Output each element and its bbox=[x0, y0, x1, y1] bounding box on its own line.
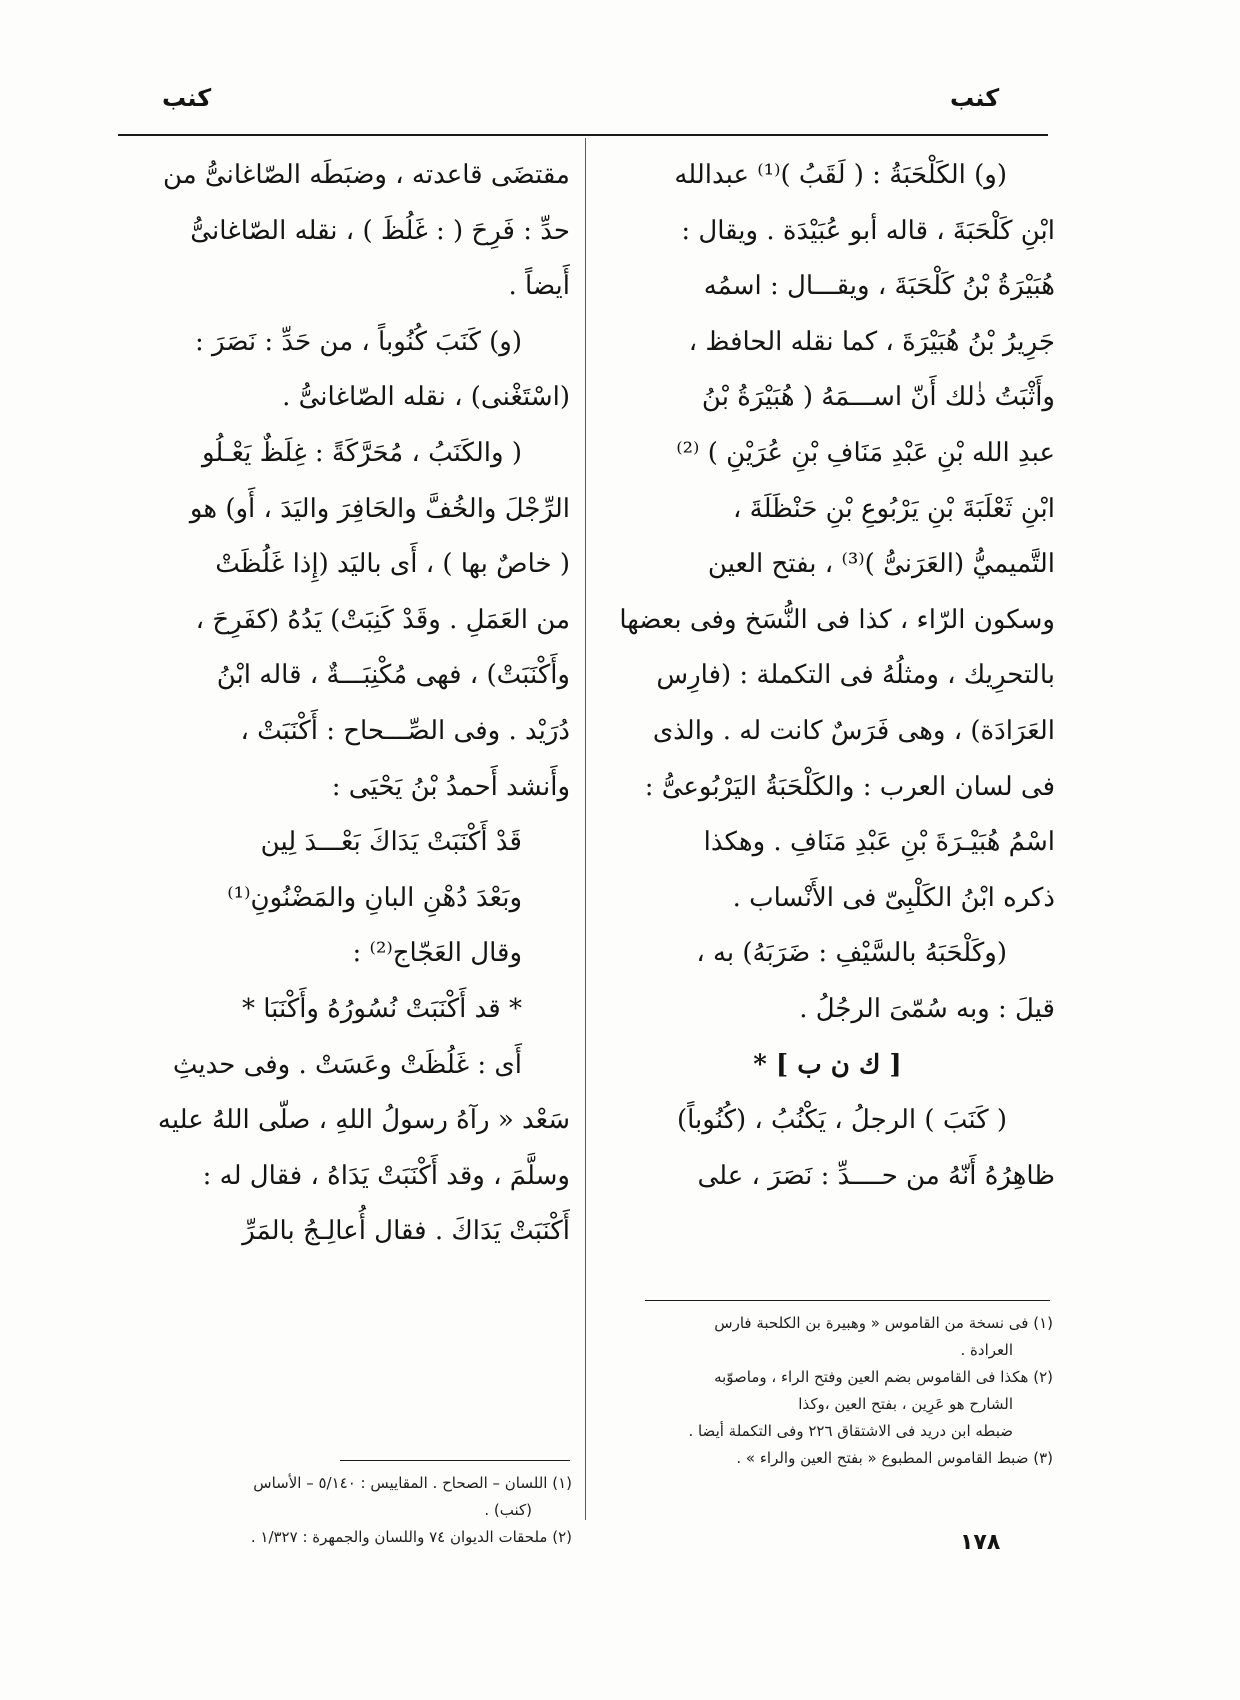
right-column bbox=[600, 148, 1055, 1204]
text-line: التَّميميُّ (العَرَنىُّ )⁽³⁾ ، بفتح العين bbox=[707, 549, 1055, 580]
text-line: وسكون الرّاء ، كذا فى النُّسَخ وفى بعضها bbox=[619, 604, 1055, 635]
header-rule bbox=[118, 134, 1048, 136]
footnote-line: الشارح هو عَرِين ، بفتح العين ،وكذا bbox=[798, 1395, 1013, 1413]
text-line: ذكره ابْنُ الكَلْبِىّ فى الأَنْساب . bbox=[732, 882, 1055, 913]
text-line: وأَكْنَبَتْ) ، فهى مُكْنِبَـــةٌ ، قاله ابْنُ bbox=[216, 660, 570, 691]
text-line: من العَمَلِ . وقَدْ كَنِبَتْ) يَدُهُ (كفَرِحَ ، bbox=[195, 604, 570, 635]
page-header-headword-right: كنب bbox=[950, 84, 1000, 112]
text-line: ( خاصٌ بها ) ، أَى باليَد (إِذا غَلُظَتْ bbox=[215, 549, 570, 580]
text-line: (و) كَنَبَ كُنُوباً ، من حَدِّ : نَصَرَ : bbox=[194, 326, 522, 357]
verse-line: * قد أَكْنَبَتْ نُسُورُهُ وأَكْنَبَا * bbox=[241, 993, 522, 1024]
text-line: هُبَيْرَةُ بْنُ كَلْحَبَةَ ، ويقـــال : اسمُه bbox=[703, 271, 1055, 302]
text-line: عبدِ الله بْنِ عَبْدِ مَنَافِ بْنِ عُرَيْنِ ) ⁽²⁾ bbox=[676, 437, 1055, 468]
text-line: اسْمُ هُبَيْـرَةَ بْنِ عَبْدِ مَنَافِ . وهكذا bbox=[703, 827, 1055, 858]
text-line: أَكْنَبَتْ يَدَاكَ . فقال أُعالِـجُ بالمَرِّ bbox=[242, 1216, 570, 1247]
page-number: ١٧٨ bbox=[960, 1530, 1001, 1555]
text-line: أَى : غَلُظَتْ وعَسَتْ . وفى حديثِ bbox=[172, 1049, 522, 1080]
text-line: ( والكَنَبُ ، مُحَرَّكَةً : غِلَظٌ يَعْـلُو bbox=[201, 437, 522, 468]
footnote-line: العرادة . bbox=[960, 1341, 1013, 1359]
text-line: سَعْد « رآهُ رسولُ اللهِ ، صلّى اللهُ عليه bbox=[157, 1105, 570, 1136]
footnote-line: (١) اللسان – الصحاح . المقاييس : ٥/١٤٠ – الأساس bbox=[253, 1474, 572, 1492]
text-line: بالتحرِيك ، ومثلُهُ فى التكملة : (فارِس bbox=[656, 660, 1055, 691]
text-line: وأَنشد أَحمدُ بْنُ يَحْيَى : bbox=[331, 771, 570, 802]
text-line: وسلَّمَ ، وقد أَكْنَبَتْ يَدَاهُ ، فقال له : bbox=[202, 1160, 570, 1191]
footnote-line: (١) فى نسخة من القاموس « وهبيرة بن الكلحبة فارس bbox=[714, 1314, 1053, 1332]
text-line: مقتضَى قاعدته ، وضبَطَه الصّاغانىُّ من bbox=[162, 160, 570, 190]
footnotes-right bbox=[605, 1310, 1053, 1472]
footnote-line: ضبطه ابن دريد فى الاشتقاق ٢٢٦ وفى التكملة أيضا . bbox=[688, 1422, 1013, 1440]
text-line: (وكَلْحَبَهُ بالسَّيْفِ : ضَرَبَهُ) به ، bbox=[696, 938, 1007, 969]
left-column bbox=[110, 148, 570, 1260]
text-line: وأَثْبَتُ ذٰلك أَنّ اســـمَهُ ( هُبَيْرَةُ بْنُ bbox=[701, 382, 1055, 413]
text-line: حدِّ : فَرِحَ ( : غَلُظَ ) ، نقله الصّاغانىُّ bbox=[190, 215, 570, 246]
footnote-line: (٣) ضبط القاموس المطبوع « بفتح العين والراء » . bbox=[736, 1449, 1053, 1467]
text-line: وقال العَجّاج⁽²⁾ : bbox=[352, 938, 522, 969]
text-line: ابْنِ كَلْحَبَةَ ، قاله أبو عُبَيْدَة . ويقال : bbox=[681, 215, 1055, 246]
text-line: فى لسان العرب : والكَلْحَبَةُ اليَرْبُوعىُّ : bbox=[644, 771, 1055, 802]
text-line: ( كَنَبَ ) الرجلُ ، يَكْنُبُ ، (كُنُوباً) bbox=[676, 1105, 1007, 1136]
verse-line: قَدْ أَكْنَبَتْ يَدَاكَ بَعْـــدَ لِين bbox=[260, 827, 522, 858]
entry-heading: [ ك ن ب ] * bbox=[753, 1049, 902, 1080]
footnotes-left bbox=[110, 1470, 572, 1551]
verse-line: وبَعْدَ دُهْنِ البانِ والمَضْنُونِ⁽¹⁾ bbox=[227, 882, 522, 913]
footnote-line: (٢) ملحقات الديوان ٧٤ واللسان والجمهرة : ١/٣٢٧ . bbox=[250, 1528, 572, 1546]
text-line: جَرِيرُ بْنُ هُبَيْرَةَ ، كما نقله الحافظ ، bbox=[688, 326, 1055, 357]
text-line: (و) الكَلْحَبَةُ : ( لَقَبُ )⁽¹⁾ عبدالله bbox=[674, 160, 1007, 190]
column-divider bbox=[585, 138, 586, 1520]
text-line: ظاهِرُهُ أَنّهُ من حــــدِّ : نَصَرَ ، على bbox=[697, 1160, 1055, 1191]
footnote-line: (٢) هكذا فى القاموس بضم العين وفتح الراء ، وماصوّبه bbox=[714, 1368, 1053, 1386]
text-line: أَيضاً . bbox=[508, 271, 570, 302]
footnote-rule-left bbox=[340, 1460, 570, 1461]
text-line: (اسْتَغْنى) ، نقله الصّاغانىُّ . bbox=[282, 382, 570, 413]
page-header-headword-left: كنب bbox=[162, 84, 212, 112]
footnote-rule-right bbox=[645, 1300, 1050, 1301]
text-line: ابْنِ ثَعْلَبَةَ بْنِ يَرْبُوعِ بْنِ حَنْظَلَةَ ، bbox=[732, 493, 1055, 524]
footnote-line: (كنب) . bbox=[484, 1501, 532, 1519]
text-line: الرِّجْلَ والخُفَّ والحَافِرَ واليَدَ ، أَو) هو bbox=[189, 493, 570, 524]
text-line: قيلَ : وبه سُمّىَ الرجُلُ . bbox=[799, 993, 1055, 1024]
text-line: دُرَيْد . وفى الصِّـــحاح : أَكْنَبَتْ ، bbox=[240, 715, 570, 746]
text-line: العَرَادَة) ، وهى فَرَسٌ كانت له . والذى bbox=[652, 715, 1055, 746]
